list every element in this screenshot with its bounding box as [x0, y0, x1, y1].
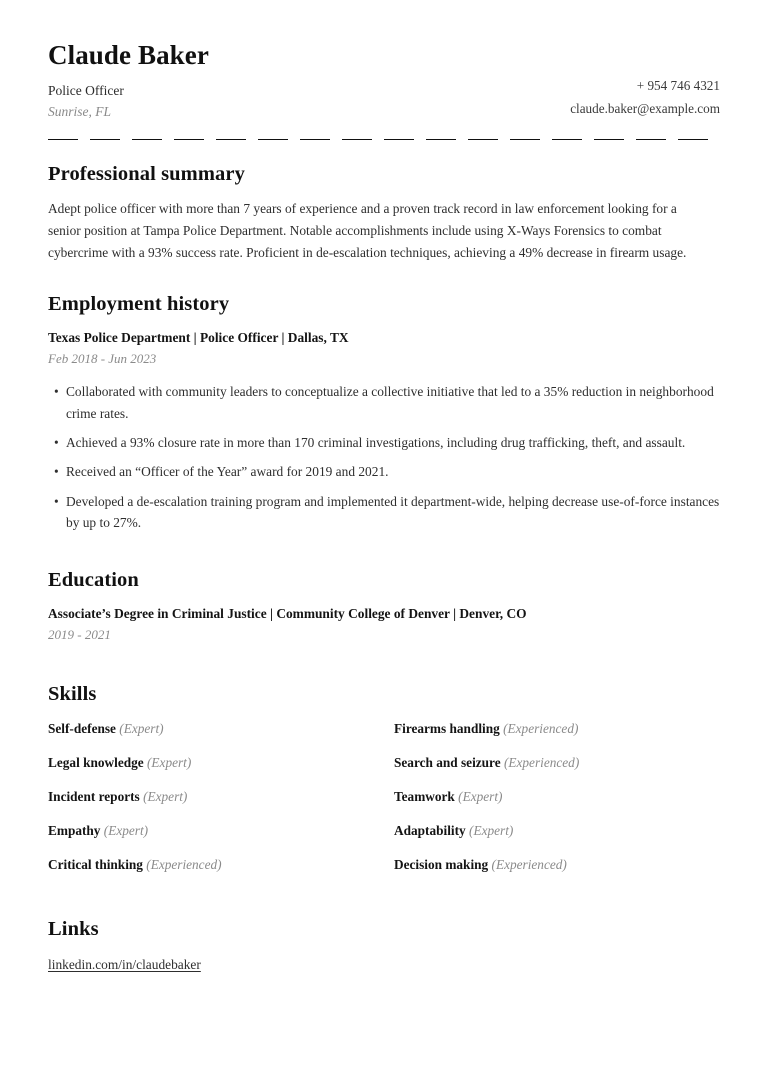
employment-bullet-text: Developed a de-escalation training program and implemented it department-wide, helping decrease use-of-force instances by up to 27%. — [66, 493, 720, 531]
list-item — [48, 432, 720, 453]
professional-summary-text: Adept police officer with more than 7 years of experience and a proven track record in law enforcement looking for a senior position at Tampa Police Department. Notable accomplishments include using X-Ways Forensics to combat cybercrime with a 93% success rate. Proficient in de-escalation techniques, achieving a 49% decrease in firearm usage. — [48, 201, 687, 260]
skill-item — [394, 855, 720, 889]
header-identity — [48, 40, 209, 123]
bullet-icon: • — [54, 464, 59, 480]
section-education — [48, 568, 720, 647]
skill-item — [394, 753, 720, 787]
skill-name: Critical thinking — [48, 857, 143, 873]
skills-grid — [48, 719, 720, 890]
employment-bullet-text: Achieved a 93% closure rate in more than 170 criminal investigations, including drug trafficking, theft, and assault. — [66, 434, 686, 450]
employment-entry-date: Feb 2018 - Jun 2023 — [48, 351, 157, 367]
skill-item — [394, 719, 720, 753]
skill-name: Legal knowledge — [48, 754, 144, 770]
section-skills — [48, 682, 720, 889]
skill-level: (Expert) — [458, 789, 503, 805]
skill-name: Incident reports — [48, 789, 140, 805]
skill-level: (Experienced) — [491, 857, 567, 873]
section-employment-history — [48, 292, 720, 534]
skill-name: Adaptability — [394, 823, 466, 839]
section-professional-summary — [48, 162, 720, 264]
contact-email: claude.baker@example.com — [570, 101, 720, 117]
skill-name: Firearms handling — [394, 720, 500, 736]
list-item — [48, 381, 720, 424]
section-title-employment-history: Employment history — [48, 292, 230, 315]
employment-entry — [48, 328, 720, 534]
skill-item — [48, 855, 394, 889]
bullet-icon: • — [54, 384, 59, 400]
education-entry-heading: Associate’s Degree in Criminal Justice | Community College of Denver | Denver, CO — [48, 606, 527, 622]
section-links — [48, 917, 720, 975]
header-contact — [570, 75, 720, 122]
skill-name: Decision making — [394, 857, 489, 873]
skill-item — [394, 787, 720, 821]
employment-bullet-list — [48, 381, 720, 534]
skill-level: (Expert) — [143, 789, 188, 805]
skill-level: (Expert) — [469, 823, 514, 839]
skill-item — [48, 753, 394, 787]
skill-level: (Experienced) — [503, 754, 580, 770]
bullet-icon: • — [54, 493, 59, 509]
employment-bullet-text: Received an “Officer of the Year” award for 2019 and 2021. — [66, 464, 389, 480]
skill-name: Self-defense — [48, 720, 116, 736]
candidate-job-title: Police Officer — [48, 83, 124, 99]
section-title-education: Education — [48, 568, 139, 591]
skill-level: (Expert) — [119, 720, 164, 736]
contact-phone: + 954 746 4321 — [636, 78, 720, 94]
skill-name: Empathy — [48, 823, 101, 839]
education-entry — [48, 604, 720, 646]
bullet-icon: • — [54, 434, 59, 450]
employment-entry-heading: Texas Police Department | Police Officer | Dallas, TX — [48, 330, 349, 346]
employment-bullet-text: Collaborated with community leaders to conceptualize a collective initiative that led to a 35% reduction in neighborhood crime rates. — [66, 384, 714, 421]
skill-level: (Expert) — [147, 754, 192, 770]
skill-level: (Experienced) — [503, 720, 579, 736]
skill-item — [48, 719, 394, 753]
skill-item — [48, 821, 394, 855]
candidate-name: Claude Baker — [48, 40, 209, 70]
skill-item — [48, 787, 394, 821]
header-divider — [48, 139, 720, 140]
skill-name: Search and seizure — [394, 754, 501, 770]
section-title-links: Links — [48, 918, 99, 941]
skill-level: (Experienced) — [146, 857, 222, 873]
skill-item — [394, 821, 720, 855]
candidate-location: Sunrise, FL — [48, 103, 112, 119]
link-linkedin[interactable]: linkedin.com/in/claudebaker — [48, 957, 201, 973]
section-title-professional-summary: Professional summary — [48, 162, 245, 185]
education-entry-date: 2019 - 2021 — [48, 627, 111, 643]
list-item — [48, 461, 720, 482]
section-title-skills: Skills — [48, 683, 97, 706]
skill-name: Teamwork — [394, 789, 455, 805]
skill-level: (Expert) — [103, 823, 149, 839]
list-item — [48, 491, 720, 534]
resume-header — [48, 0, 720, 123]
